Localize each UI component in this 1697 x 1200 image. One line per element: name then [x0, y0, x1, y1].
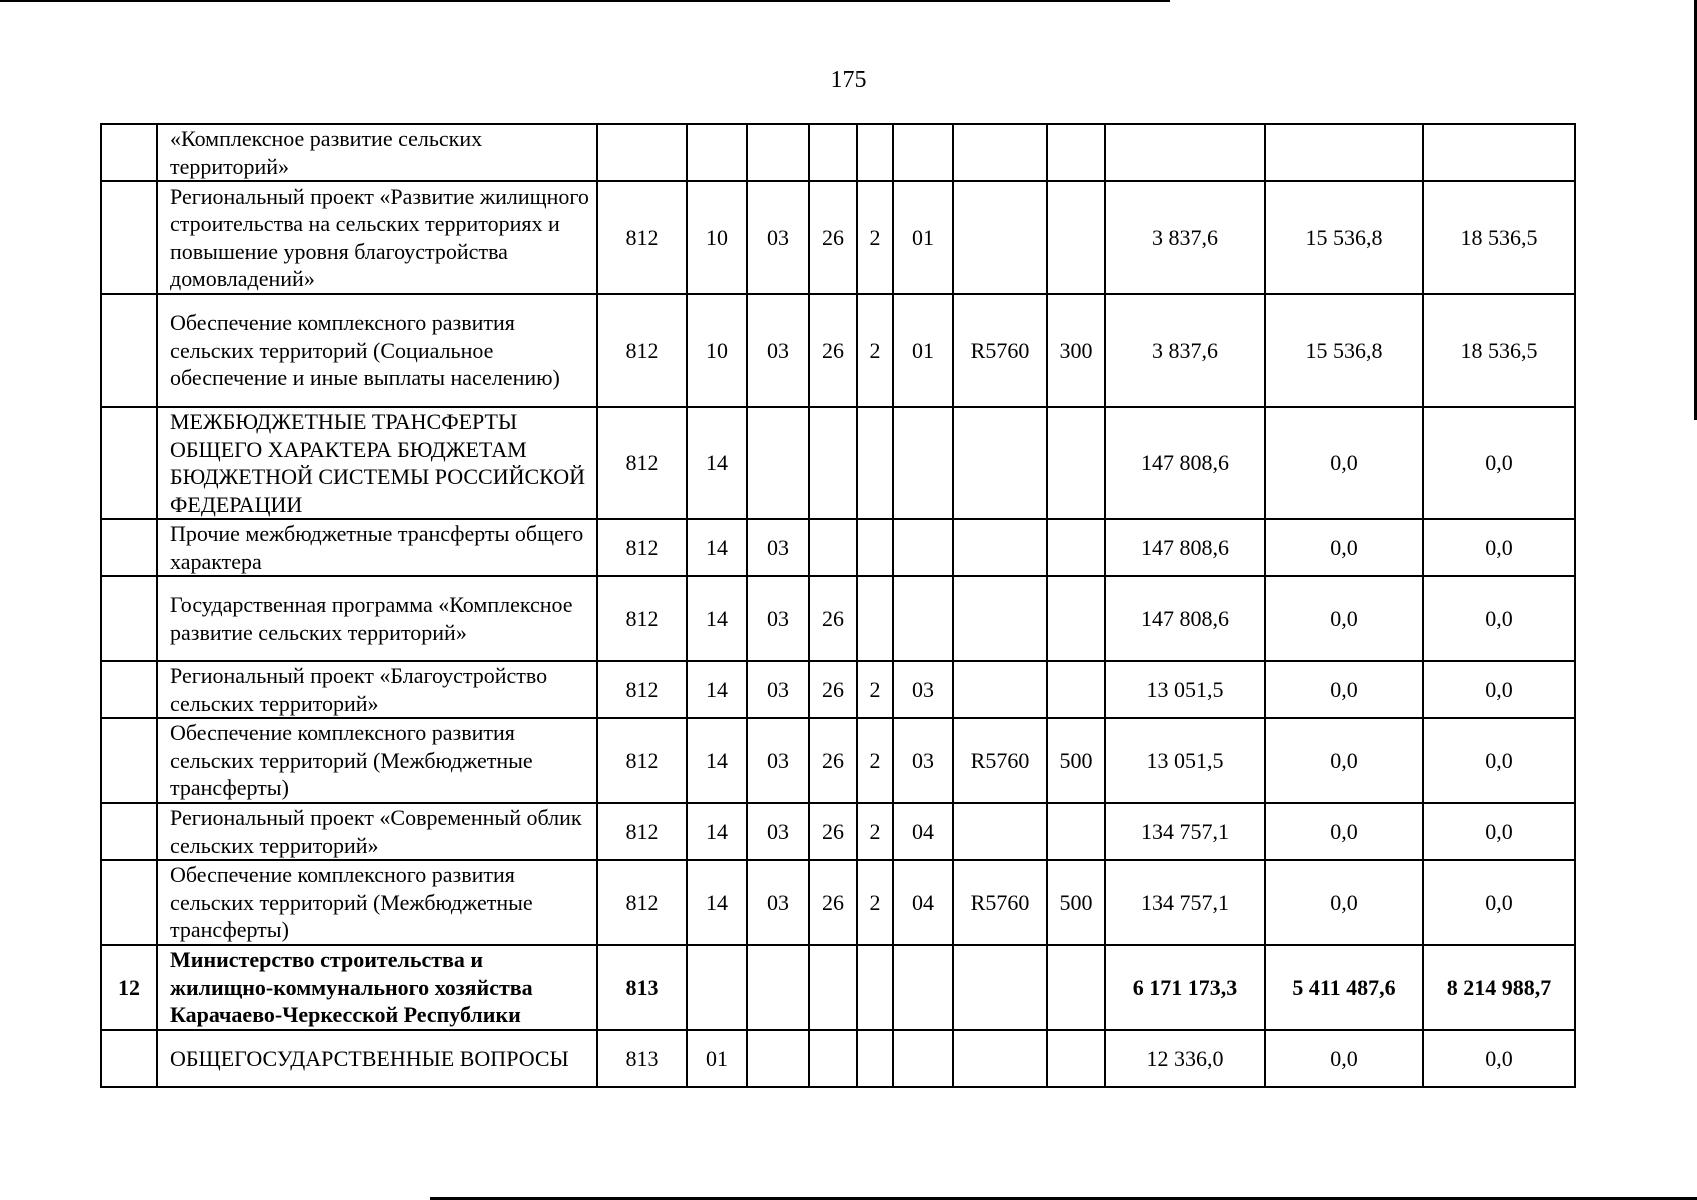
amount-year1-cell: 134 757,1 — [1105, 860, 1265, 945]
cs-subprogram-cell — [857, 945, 893, 1030]
row-name-cell: Министерство строительства и жилищно-коммунального хозяйства Карачаево-Черкесской Республики — [157, 945, 597, 1030]
cs-direction-cell — [953, 803, 1047, 860]
cs-direction-cell — [953, 576, 1047, 661]
row-name-cell: МЕЖБЮДЖЕТНЫЕ ТРАНСФЕРТЫ ОБЩЕГО ХАРАКТЕРА БЮДЖЕТАМ БЮДЖЕТНОЙ СИСТЕМЫ РОССИЙСКОЙ ФЕДЕРАЦИИ — [157, 407, 597, 519]
cs-activity-cell: 03 — [893, 718, 953, 803]
cs-program-cell: 26 — [809, 661, 857, 718]
row-number-cell — [101, 181, 157, 294]
amount-year2-cell: 5 411 487,6 — [1265, 945, 1423, 1030]
rz-cell: 14 — [687, 576, 747, 661]
cs-direction-cell — [953, 181, 1047, 294]
cs-subprogram-cell: 2 — [857, 294, 893, 407]
cs-activity-cell: 01 — [893, 181, 953, 294]
cs-direction-cell — [953, 1030, 1047, 1087]
cs-program-cell: 26 — [809, 718, 857, 803]
pr-cell — [747, 945, 809, 1030]
cs-subprogram-cell — [857, 519, 893, 576]
budget-table — [100, 123, 1576, 1088]
row-number-cell — [101, 124, 157, 181]
ved-cell: 813 — [597, 945, 687, 1030]
table-row — [101, 803, 1575, 860]
table-row — [101, 407, 1575, 519]
cs-activity-cell — [893, 124, 953, 181]
amount-year2-cell: 0,0 — [1265, 803, 1423, 860]
amount-year3-cell — [1423, 124, 1575, 181]
cs-direction-cell — [953, 124, 1047, 181]
amount-year1-cell: 12 336,0 — [1105, 1030, 1265, 1087]
row-number-cell — [101, 661, 157, 718]
vr-cell — [1047, 576, 1105, 661]
row-number-cell — [101, 1030, 157, 1087]
amount-year3-cell: 18 536,5 — [1423, 294, 1575, 407]
vr-cell: 500 — [1047, 860, 1105, 945]
row-name-cell: ОБЩЕГОСУДАРСТВЕННЫЕ ВОПРОСЫ — [157, 1030, 597, 1087]
cs-program-cell: 26 — [809, 803, 857, 860]
table-row — [101, 860, 1575, 945]
cs-activity-cell — [893, 1030, 953, 1087]
cs-activity-cell: 04 — [893, 803, 953, 860]
cs-subprogram-cell — [857, 1030, 893, 1087]
cs-activity-cell: 01 — [893, 294, 953, 407]
rz-cell: 10 — [687, 294, 747, 407]
pr-cell — [747, 407, 809, 519]
vr-cell — [1047, 945, 1105, 1030]
cs-activity-cell: 03 — [893, 661, 953, 718]
vr-cell — [1047, 661, 1105, 718]
amount-year3-cell: 18 536,5 — [1423, 181, 1575, 294]
pr-cell — [747, 124, 809, 181]
amount-year1-cell — [1105, 124, 1265, 181]
cs-activity-cell — [893, 519, 953, 576]
pr-cell: 03 — [747, 576, 809, 661]
table-row — [101, 181, 1575, 294]
pr-cell: 03 — [747, 803, 809, 860]
cs-direction-cell: R5760 — [953, 294, 1047, 407]
cs-activity-cell — [893, 576, 953, 661]
cs-direction-cell: R5760 — [953, 860, 1047, 945]
amount-year1-cell: 3 837,6 — [1105, 294, 1265, 407]
vr-cell — [1047, 1030, 1105, 1087]
amount-year2-cell: 0,0 — [1265, 661, 1423, 718]
table-row — [101, 1030, 1575, 1087]
cs-subprogram-cell — [857, 407, 893, 519]
amount-year3-cell: 0,0 — [1423, 1030, 1575, 1087]
pr-cell: 03 — [747, 860, 809, 945]
row-name-cell: «Комплексное развитие сельских территорий» — [157, 124, 597, 181]
table-row — [101, 519, 1575, 576]
cs-program-cell — [809, 1030, 857, 1087]
vr-cell: 500 — [1047, 718, 1105, 803]
rz-cell: 14 — [687, 860, 747, 945]
amount-year1-cell: 147 808,6 — [1105, 519, 1265, 576]
vr-cell — [1047, 803, 1105, 860]
cs-activity-cell — [893, 945, 953, 1030]
amount-year3-cell: 0,0 — [1423, 718, 1575, 803]
pr-cell: 03 — [747, 661, 809, 718]
rz-cell: 01 — [687, 1030, 747, 1087]
row-number-cell — [101, 294, 157, 407]
ved-cell: 812 — [597, 181, 687, 294]
ved-cell: 812 — [597, 860, 687, 945]
table-row — [101, 945, 1575, 1030]
pr-cell: 03 — [747, 181, 809, 294]
amount-year2-cell: 0,0 — [1265, 576, 1423, 661]
row-name-cell: Региональный проект «Благоустройство сельских территорий» — [157, 661, 597, 718]
cs-subprogram-cell — [857, 576, 893, 661]
table-row — [101, 718, 1575, 803]
amount-year3-cell: 0,0 — [1423, 407, 1575, 519]
ved-cell: 812 — [597, 407, 687, 519]
vr-cell: 300 — [1047, 294, 1105, 407]
row-name-cell: Региональный проект «Развитие жилищного строительства на сельских территориях и повышение уровня благоустройства домовладений» — [157, 181, 597, 294]
table-row — [101, 576, 1575, 661]
rz-cell: 10 — [687, 181, 747, 294]
cs-program-cell: 26 — [809, 181, 857, 294]
pr-cell: 03 — [747, 294, 809, 407]
amount-year2-cell — [1265, 124, 1423, 181]
vr-cell — [1047, 124, 1105, 181]
amount-year1-cell: 147 808,6 — [1105, 407, 1265, 519]
row-number-cell — [101, 860, 157, 945]
pr-cell: 03 — [747, 519, 809, 576]
rz-cell: 14 — [687, 519, 747, 576]
amount-year2-cell: 0,0 — [1265, 519, 1423, 576]
amount-year3-cell: 8 214 988,7 — [1423, 945, 1575, 1030]
row-name-cell: Прочие межбюджетные трансферты общего характера — [157, 519, 597, 576]
row-name-cell: Обеспечение комплексного развития сельских территорий (Социальное обеспечение и иные выплаты населению) — [157, 294, 597, 407]
cs-direction-cell — [953, 945, 1047, 1030]
cs-program-cell: 26 — [809, 294, 857, 407]
table-row — [101, 294, 1575, 407]
amount-year3-cell: 0,0 — [1423, 803, 1575, 860]
rz-cell: 14 — [687, 803, 747, 860]
cs-program-cell: 26 — [809, 576, 857, 661]
table-row — [101, 124, 1575, 181]
cs-program-cell — [809, 124, 857, 181]
amount-year1-cell: 6 171 173,3 — [1105, 945, 1265, 1030]
vr-cell — [1047, 519, 1105, 576]
cs-subprogram-cell: 2 — [857, 860, 893, 945]
cs-direction-cell: R5760 — [953, 718, 1047, 803]
row-number-cell — [101, 718, 157, 803]
row-number-cell — [101, 519, 157, 576]
cs-activity-cell: 04 — [893, 860, 953, 945]
ved-cell: 812 — [597, 661, 687, 718]
row-name-cell: Обеспечение комплексного развития сельских территорий (Межбюджетные трансферты) — [157, 860, 597, 945]
amount-year2-cell: 0,0 — [1265, 860, 1423, 945]
amount-year3-cell: 0,0 — [1423, 860, 1575, 945]
cs-direction-cell — [953, 407, 1047, 519]
rz-cell: 14 — [687, 718, 747, 803]
ved-cell: 812 — [597, 294, 687, 407]
row-number-cell — [101, 803, 157, 860]
amount-year1-cell: 13 051,5 — [1105, 661, 1265, 718]
cs-direction-cell — [953, 519, 1047, 576]
cs-subprogram-cell: 2 — [857, 181, 893, 294]
cs-direction-cell — [953, 661, 1047, 718]
cs-subprogram-cell: 2 — [857, 661, 893, 718]
amount-year1-cell: 3 837,6 — [1105, 181, 1265, 294]
cs-program-cell — [809, 407, 857, 519]
amount-year2-cell: 0,0 — [1265, 718, 1423, 803]
row-number-cell — [101, 407, 157, 519]
cs-program-cell — [809, 519, 857, 576]
vr-cell — [1047, 407, 1105, 519]
rz-cell — [687, 124, 747, 181]
cs-subprogram-cell: 2 — [857, 718, 893, 803]
amount-year3-cell: 0,0 — [1423, 519, 1575, 576]
row-name-cell: Государственная программа «Комплексное развитие сельских территорий» — [157, 576, 597, 661]
rz-cell: 14 — [687, 407, 747, 519]
amount-year1-cell: 134 757,1 — [1105, 803, 1265, 860]
ved-cell: 812 — [597, 803, 687, 860]
pr-cell — [747, 1030, 809, 1087]
cs-subprogram-cell — [857, 124, 893, 181]
cs-subprogram-cell: 2 — [857, 803, 893, 860]
row-name-cell: Обеспечение комплексного развития сельских территорий (Межбюджетные трансферты) — [157, 718, 597, 803]
amount-year2-cell: 15 536,8 — [1265, 294, 1423, 407]
scan-edge-top — [0, 0, 1170, 2]
row-name-cell: Региональный проект «Современный облик сельских территорий» — [157, 803, 597, 860]
amount-year2-cell: 0,0 — [1265, 407, 1423, 519]
amount-year2-cell: 15 536,8 — [1265, 181, 1423, 294]
ved-cell: 813 — [597, 1030, 687, 1087]
rz-cell: 14 — [687, 661, 747, 718]
amount-year1-cell: 13 051,5 — [1105, 718, 1265, 803]
ved-cell: 812 — [597, 576, 687, 661]
vr-cell — [1047, 181, 1105, 294]
amount-year3-cell: 0,0 — [1423, 576, 1575, 661]
amount-year3-cell: 0,0 — [1423, 661, 1575, 718]
ved-cell: 812 — [597, 519, 687, 576]
amount-year2-cell: 0,0 — [1265, 1030, 1423, 1087]
row-number-cell — [101, 576, 157, 661]
ved-cell: 812 — [597, 718, 687, 803]
cs-program-cell — [809, 945, 857, 1030]
page-number: 175 — [830, 67, 867, 93]
row-number-cell: 12 — [101, 945, 157, 1030]
cs-program-cell: 26 — [809, 860, 857, 945]
cs-activity-cell — [893, 407, 953, 519]
amount-year1-cell: 147 808,6 — [1105, 576, 1265, 661]
rz-cell — [687, 945, 747, 1030]
pr-cell: 03 — [747, 718, 809, 803]
table-row — [101, 661, 1575, 718]
ved-cell — [597, 124, 687, 181]
